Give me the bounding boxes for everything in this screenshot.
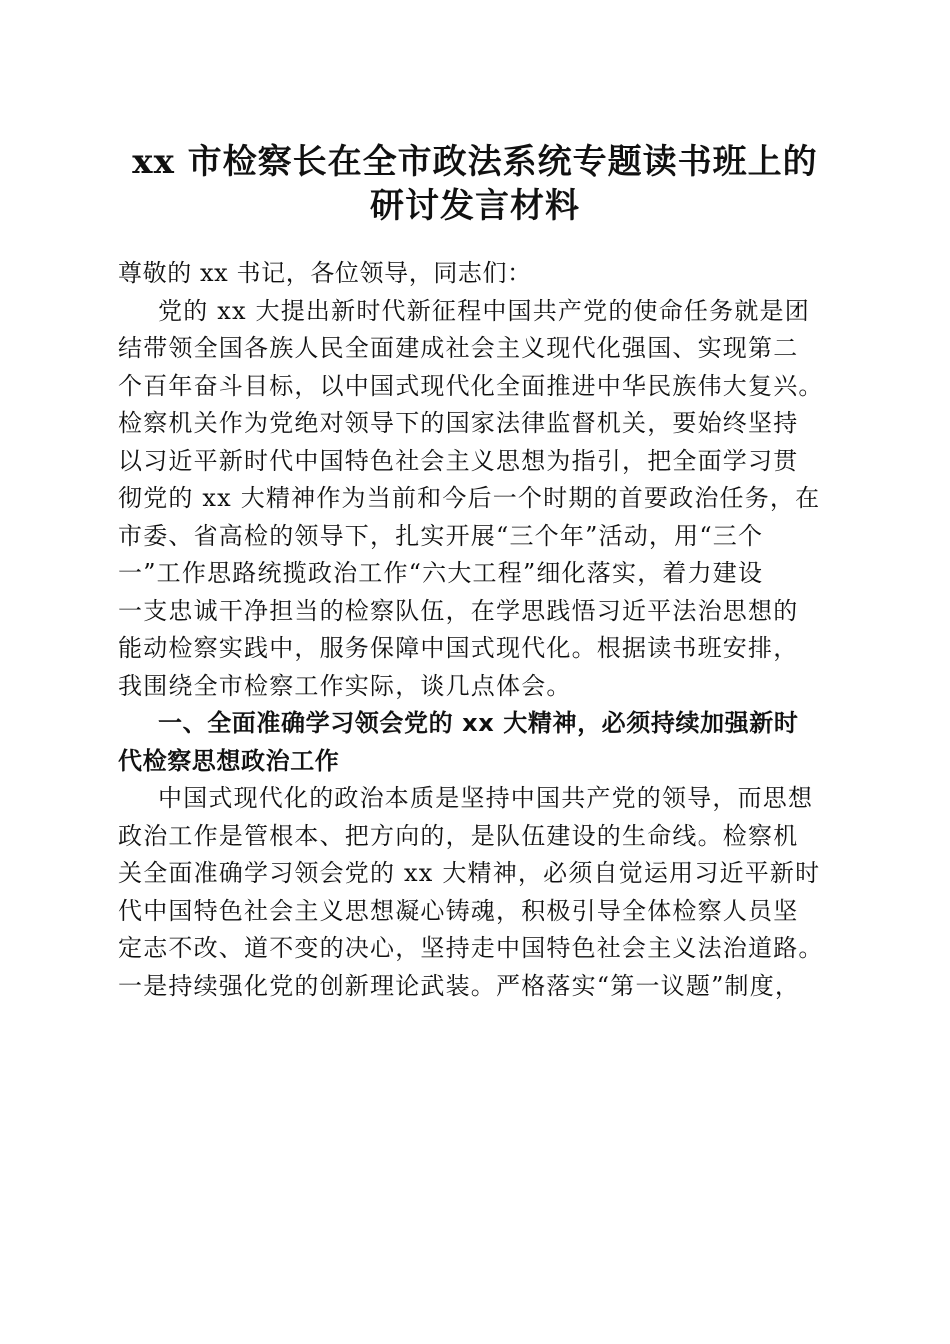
paragraph-line: 我围绕全市检察工作实际，谈几点体会。 [118,671,572,700]
paragraph-line: 检察机关作为党绝对领导下的国家法律监督机关，要始终坚持 [118,409,799,437]
paragraph-line: 一”工作思路统揽政治工作“六大工程”细化落实，着力建设 [118,559,764,587]
paragraph-line: 结带领全国各族人民全面建成社会主义现代化强国、实现第二 [118,334,799,362]
title-line-2: 研讨发言材料 [370,186,580,226]
document-title [100,140,850,228]
paragraph-line: 能动检察实践中，服务保障中国式现代化。根据读书班安排， [118,634,799,662]
section-heading-1 [118,705,848,780]
paragraph-line: 一支忠诚干净担当的检察队伍，在学思践悟习近平法治思想的 [118,596,799,625]
document-body [118,255,848,1005]
paragraph-line: 定志不改、道不变的决心，坚持走中国特色社会主义法治道路。 [118,934,824,962]
paragraph-line: 中国式现代化的政治本质是坚持中国共产党的领导，而思想 [158,784,814,812]
section-heading-line: 一、全面准确学习领会党的 xx 大精神，必须持续加强新时 [158,709,799,737]
paragraph-line: 政治工作是管根本、把方向的，是队伍建设的生命线。检察机 [118,821,799,850]
section-heading-line: 代检察思想政治工作 [118,746,340,775]
paragraph-2 [118,780,848,1005]
title-line-1: xx 市检察长在全市政法系统专题读书班上的 [132,142,818,182]
salutation: 尊敬的 xx 书记，各位领导，同志们： [118,259,532,287]
paragraph-line: 关全面准确学习领会党的 xx 大精神，必须自觉运用习近平新时 [118,859,821,887]
paragraph-line: 以习近平新时代中国特色社会主义思想为指引，把全面学习贯 [118,446,799,475]
paragraph-line: 党的 xx 大提出新时代新征程中国共产党的使命任务就是团 [158,296,810,325]
paragraph-line: 市委、省高检的领导下，扎实开展“三个年”活动，用“三个 [118,521,764,550]
paragraph-1 [118,293,848,706]
paragraph-line: 个百年奋斗目标，以中国式现代化全面推进中华民族伟大复兴。 [118,371,824,400]
paragraph-line: 彻党的 xx 大精神作为当前和今后一个时期的首要政治任务，在 [118,484,821,512]
paragraph-line: 一是持续强化党的创新理论武装。严格落实“第一议题”制度， [118,971,801,1000]
paragraph-line: 代中国特色社会主义思想凝心铸魂，积极引导全体检察人员坚 [118,896,799,925]
